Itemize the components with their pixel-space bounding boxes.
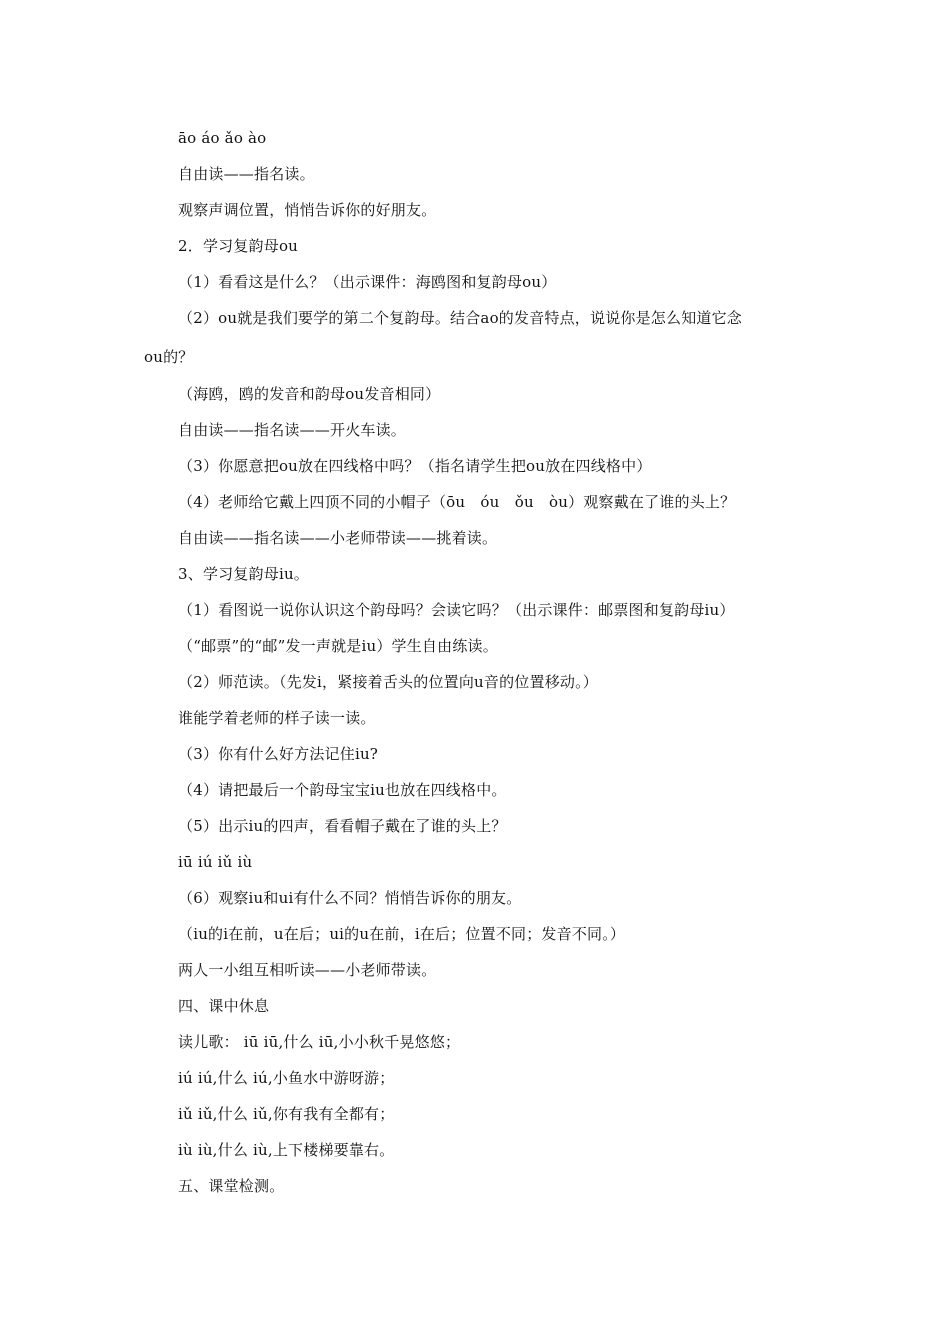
text-line: （1）看图说一说你认识这个韵母吗？会读它吗？（出示课件：邮票图和复韵母iu）: [178, 601, 735, 619]
rhyme-line: 读儿歌： iū iū,什么 iū,小小秋千晃悠悠；: [178, 1033, 461, 1051]
text-line: 自由读——指名读——小老师带读——挑着读。: [178, 529, 498, 547]
text-line: 自由读——指名读。: [178, 165, 315, 183]
text-line: （2）ou就是我们要学的第二个复韵母。结合ao的发音特点，说说你是怎么知道它念: [178, 309, 743, 327]
section-heading: 2．学习复韵母ou: [178, 237, 299, 255]
text-line: （6）观察iu和ui有什么不同？悄悄告诉你的朋友。: [178, 889, 522, 907]
text-line: （3）你愿意把ou放在四线格中吗？（指名请学生把ou放在四线格中）: [178, 457, 652, 475]
section-heading: 3、学习复韵母iu。: [178, 565, 310, 583]
pinyin-ao-tones: āo áo ǎo ào: [178, 129, 267, 147]
pinyin-iu-tones: iū iú iǔ iù: [178, 853, 253, 871]
text-line: （“邮票”的“邮”发一声就是iu）学生自由练读。: [178, 637, 498, 655]
text-line: 观察声调位置，悄悄告诉你的好朋友。: [178, 201, 437, 219]
text-line: （1）看看这是什么？（出示课件：海鸥图和复韵母ou）: [178, 273, 557, 291]
text-line: （iu的i在前，u在后；ui的u在前，i在后；位置不同；发音不同。）: [178, 925, 626, 943]
section-heading: 五、课堂检测。: [178, 1177, 285, 1195]
text-line: 两人一小组互相听读——小老师带读。: [178, 961, 437, 979]
text-line: 谁能学着老师的样子读一读。: [178, 709, 376, 727]
text-line: （3）你有什么好方法记住iu?: [178, 745, 379, 763]
rhyme-line: iú iú,什么 iú,小鱼水中游呀游；: [178, 1069, 395, 1087]
rhyme-line: iǔ iǔ,什么 iǔ,你有我有全都有；: [178, 1105, 395, 1123]
text-line: （海鸥，鸥的发音和韵母ou发音相同）: [178, 385, 441, 403]
rhyme-line: iù iù,什么 iù,上下楼梯要靠右。: [178, 1141, 395, 1159]
text-line: （2）师范读。（先发i，紧接着舌头的位置向u音的位置移动。）: [178, 673, 599, 691]
text-line: （5）出示iu的四声，看看帽子戴在了谁的头上？: [178, 817, 507, 835]
text-line: （4）老师给它戴上四顶不同的小帽子（ōu óu ǒu òu）观察戴在了谁的头上？: [178, 493, 736, 511]
text-line: 自由读——指名读——开火车读。: [178, 421, 407, 439]
text-line: （4）请把最后一个韵母宝宝iu也放在四线格中。: [178, 781, 507, 799]
text-line-wrapped: ou的？: [144, 348, 194, 366]
section-heading: 四、课中休息: [178, 997, 270, 1015]
